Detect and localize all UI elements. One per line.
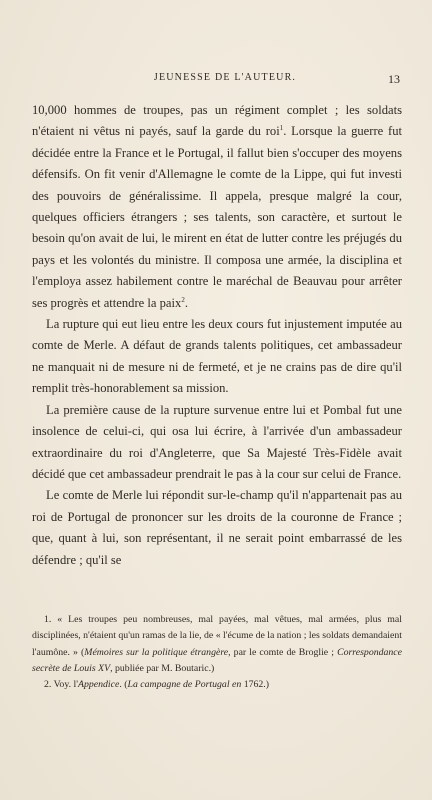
- footnotes: [32, 612, 402, 693]
- footnote-ref-2: 2: [181, 295, 185, 304]
- page-number: 13: [388, 72, 400, 86]
- footnote-ref-1: 1: [279, 124, 284, 133]
- running-title: JEUNESSE DE L'AUTEUR.: [153, 72, 297, 83]
- paragraph-3: La première cause de la rupture survenue entre lui et Pombal fut une insolence de celui-ci, qui osa lui écrire, à l'arrivée d'un ambassadeur extraordinaire du roi d'Angleterre, que Sa Majesté Très-Fidèle avait décidé que cet ambassadeur prendrait le pas à la cour sur celui de France.: [32, 402, 402, 481]
- paragraph-2: La rupture qui eut lieu entre les deux cours fut injustement imputée au comte de Merle. A défaut de grands talents politiques, cet ambassadeur ne manquait ni de mesure ni de fermeté, et je ne crains pas de dire qu'il remplit très-honorablement sa mission.: [32, 317, 402, 396]
- footnote-1: 1. « Les troupes peu nombreuses, mal payées, mal vêtues, mal armées, plus mal disciplinées, n'étaient qu'un ramas de la lie, de « l'écume de la nation ; les soldats demandaient l'aumône. » (Mémoires sur la politique étrangère, par le comte de Broglie ; Correspondance secrète de Louis XV, publiée par M. Boutaric.): [32, 614, 403, 674]
- body-text: [32, 100, 402, 571]
- running-head: [32, 72, 400, 86]
- footnote-2: 2. Voy. l'Appendice. (La campagne de Portugal en 1762.): [44, 679, 270, 691]
- paragraph-4: Le comte de Merle lui répondit sur-le-champ qu'il n'appartenait pas au roi de Portugal de prononcer sur les droits de la couronne de France ; que, quant à lui, son représentant, il ne serait point embarrassé de les défendre ; qu'il se: [32, 488, 402, 567]
- paragraph-1: 10,000 hommes de troupes, pas un régiment complet ; les soldats n'étaient ni vêtus ni payés, sauf la garde du roi$^1$. Lorsque la guerre fut décidée entre la France et le Portugal, il fallut bien s'occuper des moyens défensifs. On fit venir d'Allemagne le comte de la Lippe, qui fut investi des pouvoirs de généralissime. Il appela, presque malgré la cour, quelques officiers étrangers ; ses talents, son caractère, et surtout le besoin qu'on avait de lui, le mirent en état de lutter contre les préjugés du pays et les volontés du ministre. Il composa une armée, la disciplina et l'employa assez habilement contre le maréchal de Beauvau pour arrêter ses progrès et attendre la paix$^2$.: [32, 103, 402, 310]
